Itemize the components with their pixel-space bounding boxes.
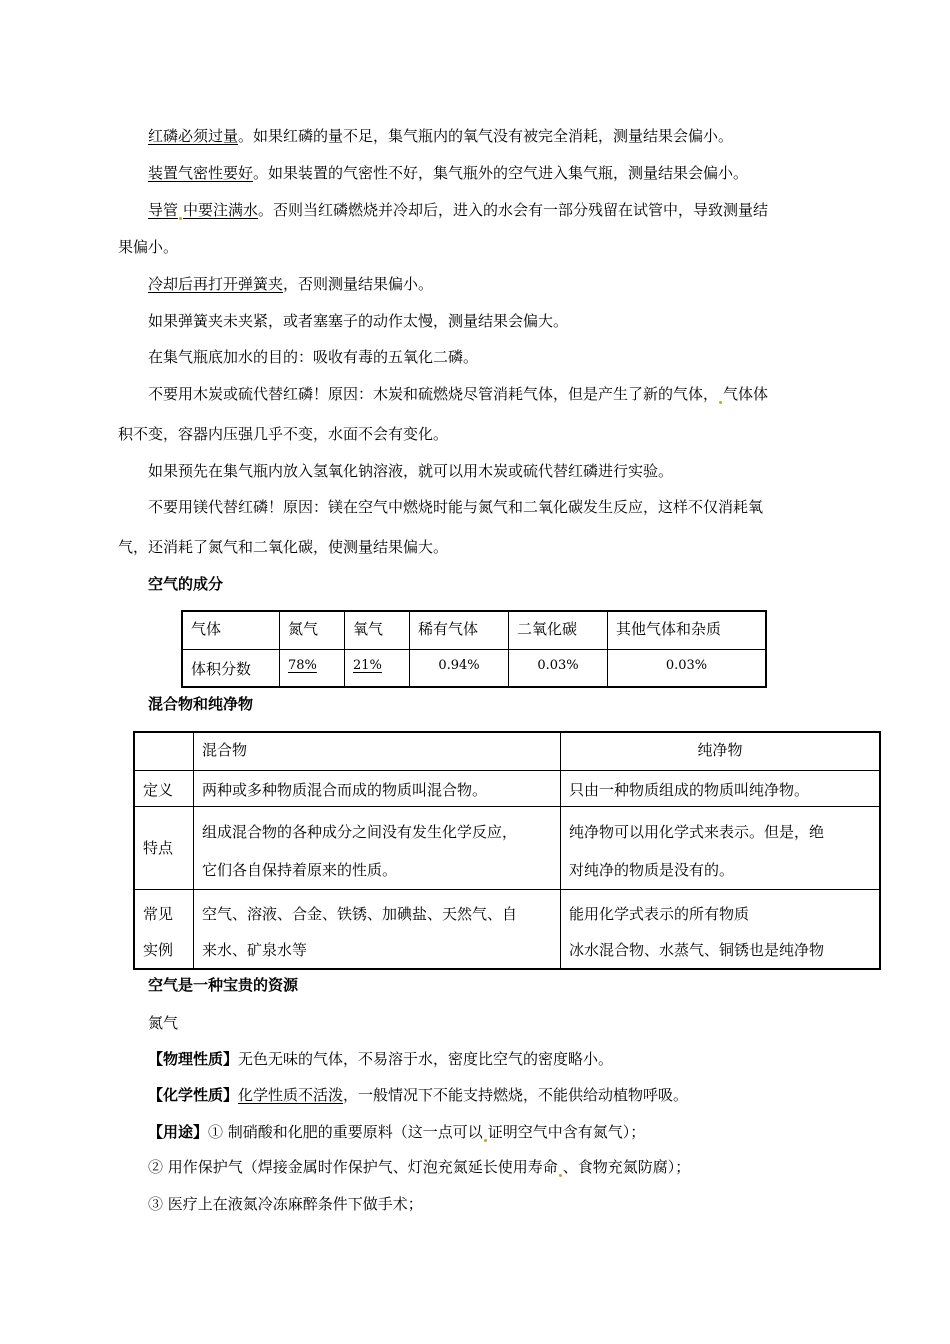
table-header-cell: 气体 [182,611,280,649]
use-text: ① 制硝酸和化肥的重要原料（这一点可以 [208,1123,483,1141]
cell-line: 实例 [143,940,174,959]
use-text: ② 用作保护气（焊接金属时作保护气、灯泡充氮延长使用寿命 [148,1158,558,1176]
table-header-cell: 纯净物 [561,732,881,770]
table-cell [280,649,345,687]
paragraph-cool-down [148,274,433,294]
paragraph-continuation: 气，还消耗了氮气和二氧化碳，使测量结果偏大。 [118,538,449,556]
table-row [134,770,880,806]
table-cell: 0.03% [608,649,767,687]
table-row-label: 定义 [134,770,194,806]
table-cell-value: 21% [353,657,382,673]
key-point: 中要注满水 [183,201,259,219]
table-cell-value: 78% [288,657,317,673]
table-cell: 只由一种物质组成的物质叫纯净物。 [561,770,881,806]
paragraph-text: ，否则测量结果偏小。 [283,275,434,293]
paragraph-airtight [148,163,748,183]
nitrogen-physical-properties [148,1049,613,1069]
property-label: 【物理性质】 [148,1050,239,1068]
table-cell [194,806,561,889]
table-cell [345,649,410,687]
dot-mark [484,1139,487,1142]
nitrogen-chemical-properties [148,1085,688,1105]
property-label: 【用途】 [148,1123,209,1141]
cell-line: 组成混合物的各种成分之间没有发生化学反应， [202,822,518,841]
paragraph-text: 。如果红磷的量不足，集气瓶内的氧气没有被完全消耗，测量结果会偏小。 [238,127,734,145]
cell-line: 纯净物可以用化学式来表示。但是，绝 [569,822,825,841]
cell-line: 来水、矿泉水等 [202,940,308,959]
key-point: 红磷必须过量 [148,127,239,145]
table-header-row [182,611,766,649]
table-row [134,889,880,969]
use-text: 证明空气中含有氮气）； [487,1123,646,1141]
paragraph-continuation: 积不变，容器内压强几乎不变，水面不会有变化。 [118,425,449,443]
key-point: 导管 [148,201,179,219]
table-row [134,806,880,889]
table-header-row [134,732,880,770]
nitrogen-use-2 [148,1157,690,1177]
paragraph-continuation: 果偏小。 [118,238,179,256]
table-cell [561,889,881,969]
nitrogen-use-3: ③ 医疗上在液氮冷冻麻醉条件下做手术； [148,1195,423,1213]
paragraph-no-charcoal [148,384,768,404]
paragraph-naoh: 如果预先在集气瓶内放入氢氧化钠溶液，就可以用木炭或硫代替红磷进行实验。 [148,462,674,480]
property-label: 【化学性质】 [148,1086,239,1104]
paragraph-fill-water [148,200,768,220]
cell-line: 能用化学式表示的所有物质 [569,904,750,923]
table-corner-cell [134,732,194,770]
section-heading-mixtures: 混合物和纯净物 [148,695,254,713]
property-text: ，一般情况下不能支持燃烧，不能供给动植物呼吸。 [343,1086,689,1104]
nitrogen-use-1 [148,1122,645,1142]
dot-mark [719,401,722,404]
table-row [182,649,766,687]
dot-mark [559,1174,562,1177]
table-header-cell: 其他气体和杂质 [608,611,767,649]
paragraph-spring-clip: 如果弹簧夹未夹紧，或者塞塞子的动作太慢，测量结果会偏大。 [148,312,569,330]
table-header-cell: 氮气 [280,611,345,649]
table-cell: 0.03% [509,649,608,687]
table-cell: 0.94% [410,649,509,687]
table-header-cell: 氧气 [345,611,410,649]
table-header-cell: 稀有气体 [410,611,509,649]
paragraph-no-magnesium: 不要用镁代替红磷！原因：镁在空气中燃烧时能与氮气和二氧化碳发生反应，这样不仅消耗氧 [148,498,764,516]
table-row-label: 特点 [134,806,194,889]
paragraph-text: 不要用木炭或硫代替红磷！原因：木炭和硫燃烧尽管消耗气体，但是产生了新的气体， [148,385,719,403]
paragraph-text: 。如果装置的气密性不好，集气瓶外的空气进入集气瓶，测量结果会偏小。 [253,164,749,182]
key-point: 装置气密性要好 [148,164,254,182]
paragraph-text: 。否则当红磷燃烧并冷却后，进入的水会有一部分残留在试管中，导致测量结 [258,201,769,219]
table-row-label [134,889,194,969]
table-header-cell: 混合物 [194,732,561,770]
subheading-nitrogen: 氮气 [148,1014,179,1032]
paragraph-text: 气体体 [723,385,769,403]
table-header-cell: 二氧化碳 [509,611,608,649]
key-point: 化学性质不活泼 [238,1086,344,1104]
paragraph-excess-phosphorus [148,126,733,146]
cell-line: 空气、溶液、合金、铁锈、加碘盐、天然气、自 [202,904,518,923]
table-cell [561,806,881,889]
table-row-label: 体积分数 [182,649,280,687]
key-point: 冷却后再打开弹簧夹 [148,275,284,293]
air-composition-table [181,610,767,688]
dot-mark [179,217,182,220]
section-heading-air-composition: 空气的成分 [148,575,224,593]
cell-line: 对纯净的物质是没有的。 [569,860,735,879]
cell-line: 冰水混合物、水蒸气、铜锈也是纯净物 [569,940,825,959]
table-cell: 两种或多种物质混合而成的物质叫混合物。 [194,770,561,806]
section-heading-resource: 空气是一种宝贵的资源 [148,976,299,994]
property-text: 无色无味的气体，不易溶于水，密度比空气的密度略小。 [238,1050,614,1068]
paragraph-add-water-purpose: 在集气瓶底加水的目的：吸收有毒的五氧化二磷。 [148,348,479,366]
cell-line: 常见 [143,904,174,923]
cell-line: 它们各自保持着原来的性质。 [202,860,398,879]
use-text: 、食物充氮防腐）； [562,1158,691,1176]
table-cell [194,889,561,969]
mixture-table [133,731,881,970]
